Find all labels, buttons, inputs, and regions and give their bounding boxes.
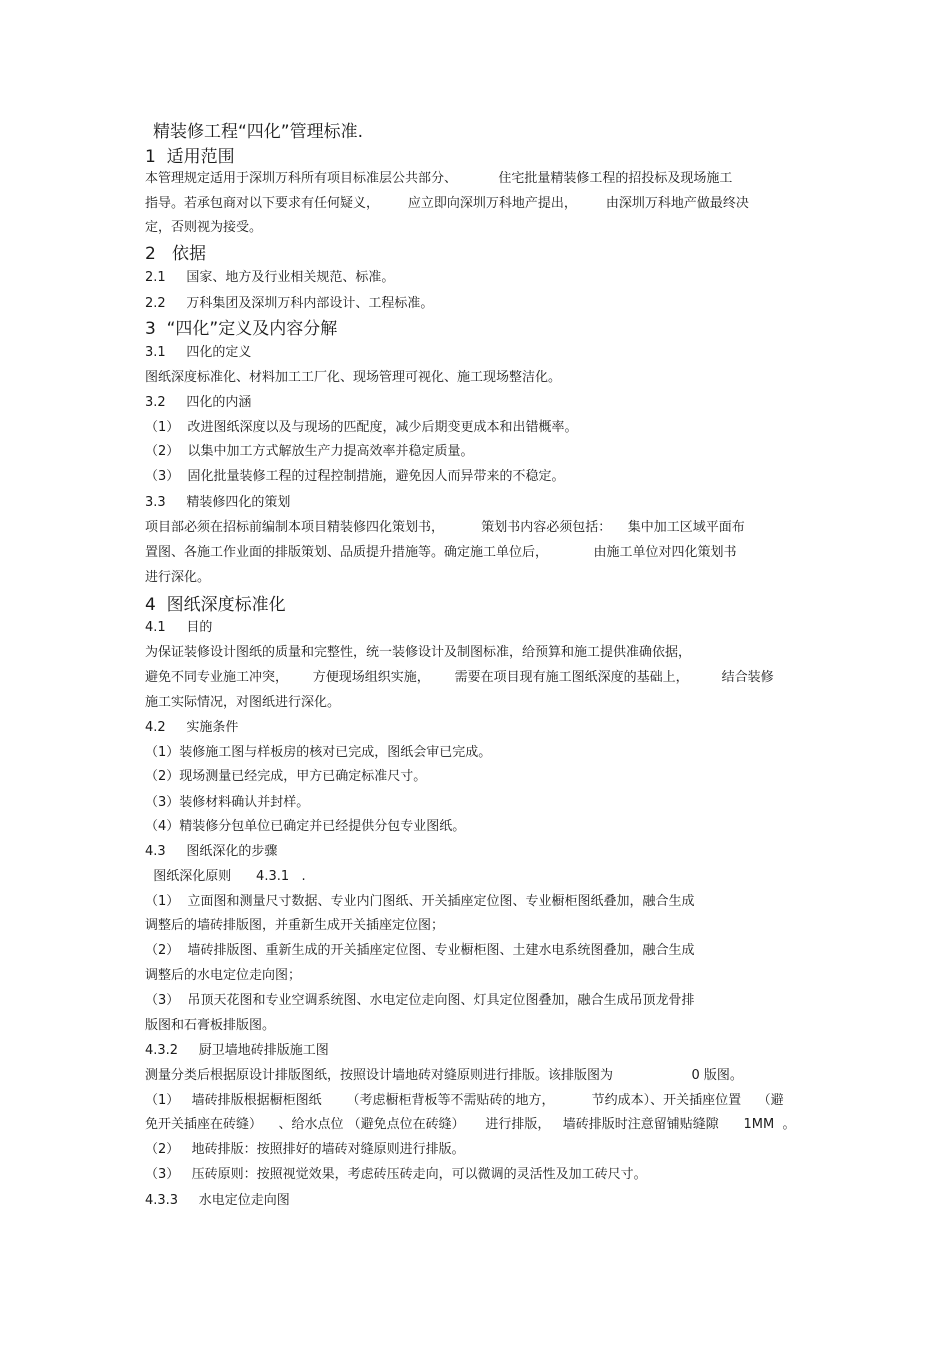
subsection-heading: 4.2 实施条件 xyxy=(145,720,239,735)
list-item: （2）现场测量已经完成，甲方已确定标准尺寸。 xyxy=(145,769,427,784)
list-item: （2） 墙砖排版图、重新生成的开关插座定位图、专业橱柜图、土建水电系统图叠加，融合生成 xyxy=(145,943,695,958)
paragraph-line: 调整后的水电定位走向图； xyxy=(145,968,302,983)
document-title: 精装修工程“四化”管理标准. xyxy=(153,122,364,142)
paragraph-line: 图纸深度标准化、材料加工工厂化、现场管理可视化、施工现场整洁化。 xyxy=(145,370,562,385)
section-heading: 2 依据 xyxy=(145,244,207,264)
subsection-heading: 3.1 四化的定义 xyxy=(145,345,252,360)
section-heading: 4 图纸深度标准化 xyxy=(145,595,286,615)
paragraph-line: 指导。若承包商对以下要求有任何疑义， 应立即向深圳万科地产提出， 由深圳万科地产做最终决 xyxy=(145,196,749,211)
list-item: （1） 立面图和测量尺寸数据、专业内门图纸、开关插座定位图、专业橱柜图纸叠加，融合生成 xyxy=(145,894,695,909)
list-item: （1） 改进图纸深度以及与现场的匹配度，减少后期变更成本和出错概率。 xyxy=(145,420,578,435)
subsection-heading: 4.3.3 水电定位走向图 xyxy=(145,1193,290,1208)
paragraph-line: 版图和石膏板排版图。 xyxy=(145,1018,276,1033)
list-item: （3）装修材料确认并封样。 xyxy=(145,795,310,810)
paragraph-line: 避免不同专业施工冲突， 方便现场组织实施， 需要在项目现有施工图纸深度的基础上， 结合装修 xyxy=(145,670,774,685)
paragraph-line: 调整后的墙砖排版图，并重新生成开关插座定位图； xyxy=(145,918,445,933)
section-heading: 1 适用范围 xyxy=(145,147,235,167)
paragraph-line: 项目部必须在招标前编制本项目精装修四化策划书， 策划书内容必须包括： 集中加工区域平面布 xyxy=(145,520,745,535)
paragraph-line: 免开关插座在砖缝） 、给水点位 （避免点位在砖缝） 进行排版， 墙砖排版时注意留铺贴缝隙 1MM 。 xyxy=(145,1117,796,1132)
subsection-heading: 3.3 精装修四化的策划 xyxy=(145,495,291,510)
list-item: （2） 以集中加工方式解放生产力提高效率并稳定质量。 xyxy=(145,444,474,459)
list-item: （2） 地砖排版：按照排好的墙砖对缝原则进行排版。 xyxy=(145,1142,465,1157)
paragraph-line: 测量分类后根据原设计排版图纸，按照设计墙地砖对缝原则进行排版。该排版图为 0 版图。 xyxy=(145,1068,743,1083)
subsection-heading: 图纸深化原则 4.3.1 . xyxy=(145,869,306,884)
list-item: 2.1 国家、地方及行业相关规范、标准。 xyxy=(145,270,395,285)
paragraph-line: 定，否则视为接受。 xyxy=(145,220,263,235)
paragraph-line: 施工实际情况，对图纸进行深化。 xyxy=(145,695,341,710)
list-item: （3） 吊顶天花图和专业空调系统图、水电定位走向图、灯具定位图叠加，融合生成吊顶龙骨排 xyxy=(145,993,695,1008)
subsection-heading: 3.2 四化的内涵 xyxy=(145,395,252,410)
list-item: （3） 固化批量装修工程的过程控制措施，避免因人而异带来的不稳定。 xyxy=(145,469,565,484)
list-item: （3） 压砖原则：按照视觉效果，考虑砖压砖走向，可以微调的灵活性及加工砖尺寸。 xyxy=(145,1167,647,1182)
paragraph-line: 进行深化。 xyxy=(145,570,211,585)
list-item: （1） 墙砖排版根据橱柜图纸 （考虑橱柜背板等不需贴砖的地方， 节约成本）、开关插座位置 （避 xyxy=(145,1093,784,1108)
section-heading: 3 “四化”定义及内容分解 xyxy=(145,319,338,339)
paragraph-line: 为保证装修设计图纸的质量和完整性，统一装修设计及制图标准，给预算和施工提供准确依据， xyxy=(145,645,692,660)
list-item: （1）装修施工图与样板房的核对已完成，图纸会审已完成。 xyxy=(145,745,492,760)
subsection-heading: 4.3.2 厨卫墙地砖排版施工图 xyxy=(145,1043,329,1058)
subsection-heading: 4.3 图纸深化的步骤 xyxy=(145,844,278,859)
paragraph-line: 置图、各施工作业面的排版策划、品质提升措施等。确定施工单位后， 由施工单位对四化策划书 xyxy=(145,545,737,560)
list-item: 2.2 万科集团及深圳万科内部设计、工程标准。 xyxy=(145,296,434,311)
subsection-heading: 4.1 目的 xyxy=(145,620,213,635)
paragraph-line: 本管理规定适用于深圳万科所有项目标准层公共部分、 住宅批量精装修工程的招投标及现场施工 xyxy=(145,171,733,186)
list-item: （4）精装修分包单位已确定并已经提供分包专业图纸。 xyxy=(145,819,466,834)
